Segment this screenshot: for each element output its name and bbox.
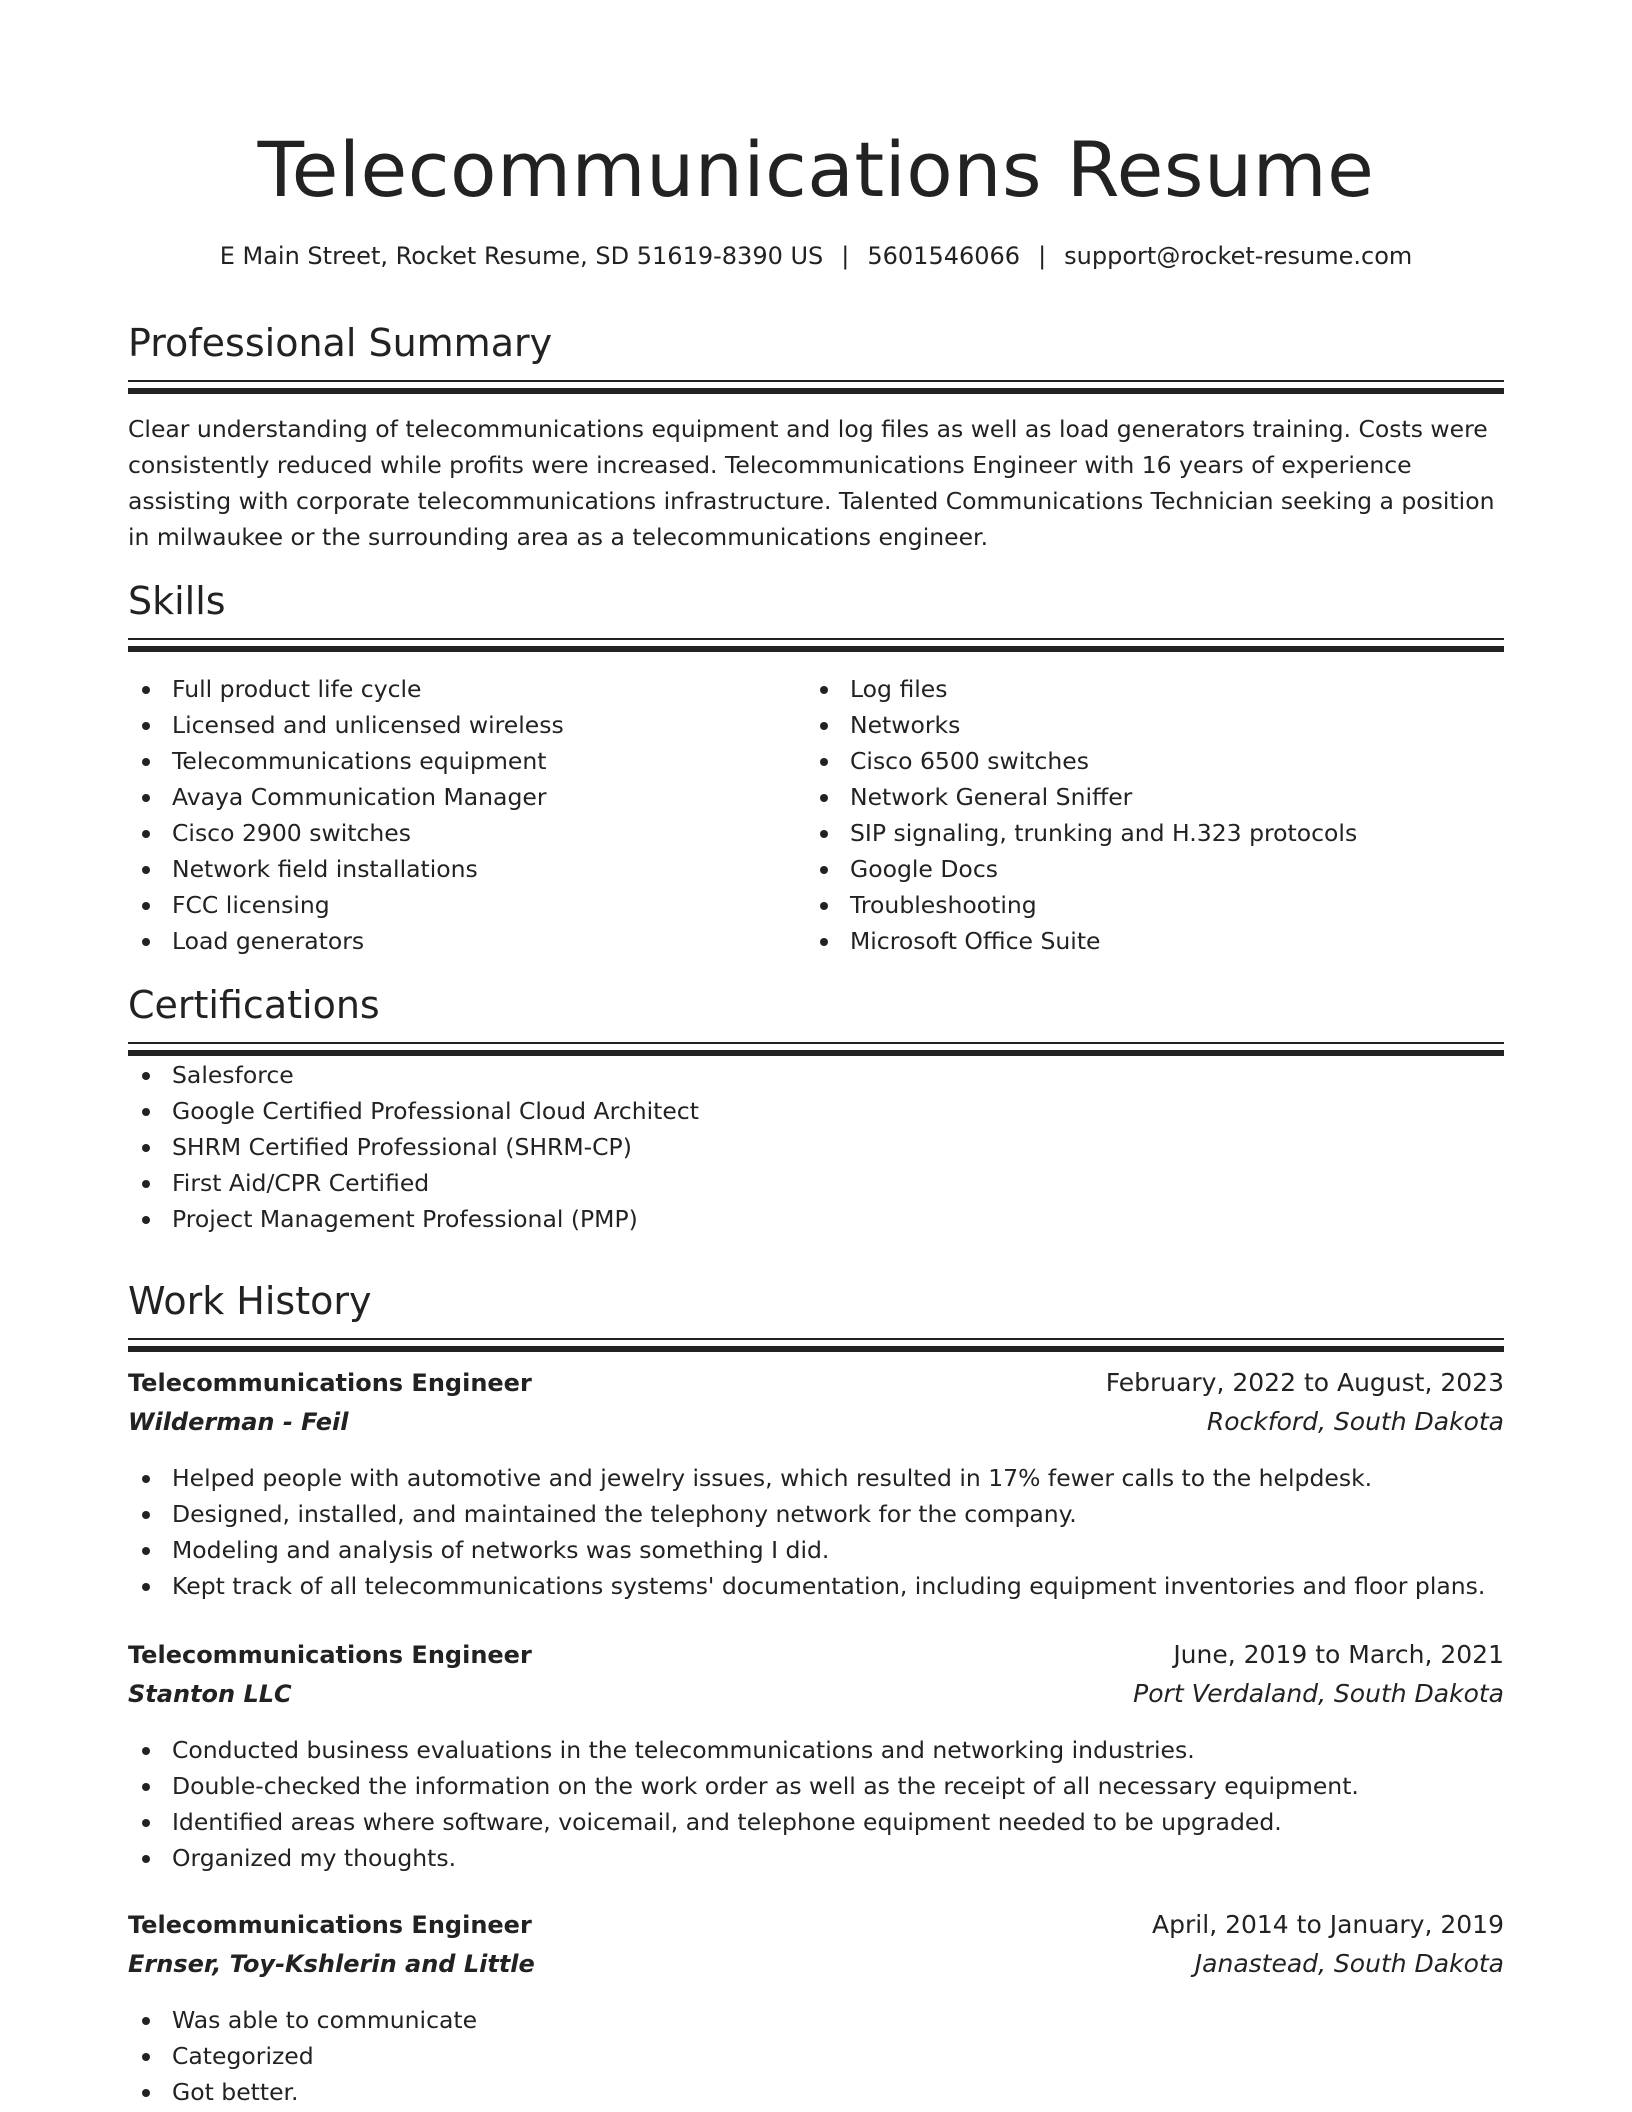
contact-separator: | xyxy=(841,242,850,270)
skill-item: Google Docs xyxy=(806,851,1484,887)
certification-item: Salesforce xyxy=(128,1057,1504,1093)
job-title: Telecommunications Engineer xyxy=(128,1369,532,1397)
job-dates: February, 2022 to August, 2023 xyxy=(1105,1368,1504,1397)
certification-item: Project Management Professional (PMP) xyxy=(128,1201,1504,1237)
certifications-list xyxy=(128,1057,1504,1237)
job-entry xyxy=(128,1640,1504,1876)
job-bullet: Conducted business evaluations in the telecommunications and networking industries. xyxy=(128,1732,1504,1768)
certification-item: Google Certified Professional Cloud Architect xyxy=(128,1093,1504,1129)
section-divider xyxy=(128,1042,1504,1057)
job-header-row xyxy=(128,1640,1504,1679)
job-title: Telecommunications Engineer xyxy=(128,1911,532,1939)
skills-section xyxy=(128,576,1504,959)
job-header-row xyxy=(128,1368,1504,1407)
job-company-row xyxy=(128,1949,1504,1988)
job-bullet: Helped people with automotive and jewelry issues, which resulted in 17% fewer calls to the helpdesk. xyxy=(128,1460,1504,1496)
skill-item: Licensed and unlicensed wireless xyxy=(128,707,806,743)
contact-separator: | xyxy=(1038,242,1047,270)
certifications-section xyxy=(128,980,1504,1237)
skill-item: Telecommunications equipment xyxy=(128,743,806,779)
job-entry xyxy=(128,1368,1504,1604)
job-bullet: Organized my thoughts. xyxy=(128,1840,1504,1876)
job-bullets xyxy=(128,1460,1504,1604)
skill-item: Log files xyxy=(806,671,1484,707)
skill-item: Load generators xyxy=(128,923,806,959)
contact-line xyxy=(128,238,1504,274)
job-company-row xyxy=(128,1407,1504,1446)
skills-list-left xyxy=(128,671,806,959)
skills-list-right xyxy=(806,671,1484,959)
job-dates: June, 2019 to March, 2021 xyxy=(1173,1640,1504,1669)
job-header-row xyxy=(128,1910,1504,1949)
job-company: Stanton LLC xyxy=(128,1680,292,1708)
job-bullet: Categorized xyxy=(128,2038,1504,2074)
skill-item: Troubleshooting xyxy=(806,887,1484,923)
job-bullet: Double-checked the information on the work order as well as the receipt of all necessary equipment. xyxy=(128,1768,1504,1804)
certification-item: SHRM Certified Professional (SHRM-CP) xyxy=(128,1129,1504,1165)
job-bullet: Identified areas where software, voicemail, and telephone equipment needed to be upgraded. xyxy=(128,1804,1504,1840)
job-bullet: Kept track of all telecommunications systems' documentation, including equipment inventories and floor plans. xyxy=(128,1568,1504,1604)
job-bullet: Modeling and analysis of networks was something I did. xyxy=(128,1532,1504,1568)
contact-email: support@rocket-resume.com xyxy=(1064,242,1413,270)
job-dates: April, 2014 to January, 2019 xyxy=(1152,1910,1504,1939)
resume-title: Telecommunications Resume xyxy=(257,125,1375,214)
job-company: Wilderman - Feil xyxy=(128,1408,349,1436)
skill-item: Networks xyxy=(806,707,1484,743)
section-divider xyxy=(128,380,1504,395)
job-company-row xyxy=(128,1679,1504,1718)
job-bullets xyxy=(128,1732,1504,1876)
skill-item: Avaya Communication Manager xyxy=(128,779,806,815)
certification-item: First Aid/CPR Certified xyxy=(128,1165,1504,1201)
section-heading-certifications: Certifications xyxy=(128,983,380,1027)
job-bullet: Was able to communicate xyxy=(128,2002,1504,2038)
job-location: Rockford, South Dakota xyxy=(1206,1407,1504,1436)
contact-address: E Main Street, Rocket Resume, SD 51619-8390 US xyxy=(219,242,824,270)
job-title: Telecommunications Engineer xyxy=(128,1641,532,1669)
section-heading-work-history: Work History xyxy=(128,1279,372,1323)
job-company: Ernser, Toy-Kshlerin and Little xyxy=(128,1950,535,1978)
summary-text: Clear understanding of telecommunications equipment and log files as well as load generators training. Costs were consistently reduced while profits were increased. Telecommunications Engineer with 16 years of experience assisting with corporate telecommunications infrastructure. Talented Communications Technician seeking a position in milwaukee or the surrounding area as a telecommunications engineer. xyxy=(128,415,1495,551)
skill-item: Microsoft Office Suite xyxy=(806,923,1484,959)
job-location: Janastead, South Dakota xyxy=(1194,1949,1504,1978)
job-entry xyxy=(128,1910,1504,2110)
skills-columns xyxy=(128,671,1504,959)
job-bullet: Got better. xyxy=(128,2074,1504,2110)
work-history-section xyxy=(128,1276,1504,1353)
skill-item: Network field installations xyxy=(128,851,806,887)
summary-section xyxy=(128,318,1504,555)
skill-item: Network General Sniffer xyxy=(806,779,1484,815)
section-heading-skills: Skills xyxy=(128,579,226,623)
section-heading-summary: Professional Summary xyxy=(128,321,553,365)
section-divider xyxy=(128,1338,1504,1353)
skill-item: SIP signaling, trunking and H.323 protocols xyxy=(806,815,1484,851)
section-divider xyxy=(128,638,1504,653)
job-location: Port Verdaland, South Dakota xyxy=(1133,1679,1504,1708)
skill-item: Cisco 2900 switches xyxy=(128,815,806,851)
skill-item: Full product life cycle xyxy=(128,671,806,707)
job-bullet: Designed, installed, and maintained the telephony network for the company. xyxy=(128,1496,1504,1532)
skill-item: FCC licensing xyxy=(128,887,806,923)
skill-item: Cisco 6500 switches xyxy=(806,743,1484,779)
job-bullets xyxy=(128,2002,1504,2110)
contact-phone: 5601546066 xyxy=(867,242,1021,270)
